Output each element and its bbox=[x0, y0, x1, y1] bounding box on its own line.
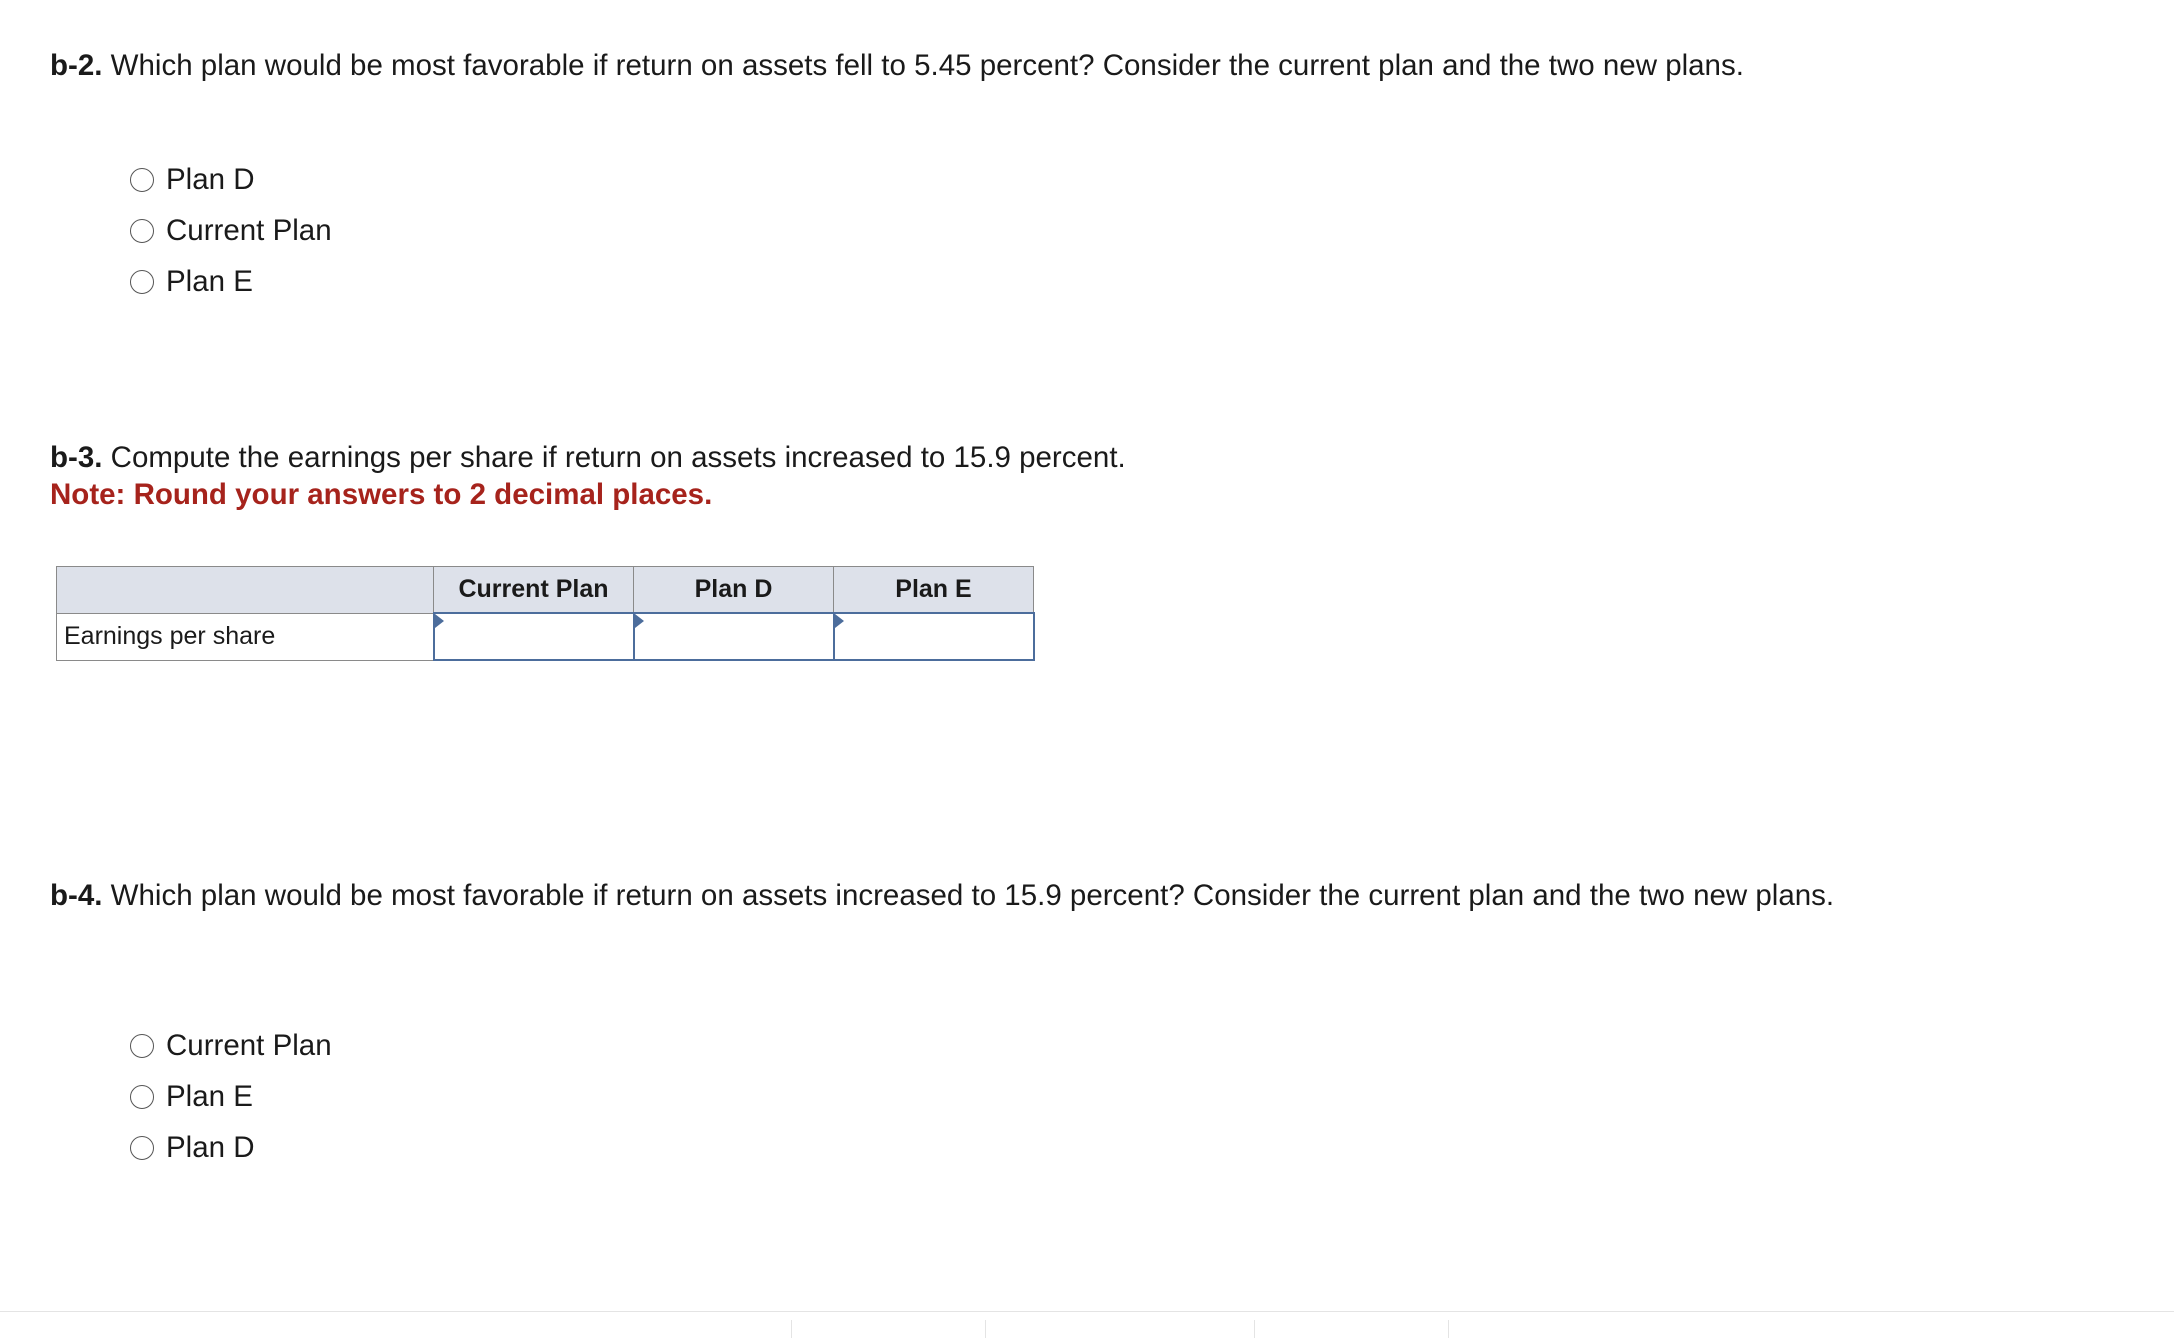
eps-input-plan-e[interactable] bbox=[835, 616, 1033, 657]
option-plan-e[interactable] bbox=[130, 1071, 332, 1122]
question-text: Which plan would be most favorable if return on assets fell to 5.45 percent? Consider the current plan and the two new plans. bbox=[102, 49, 1744, 82]
question-b4 bbox=[50, 877, 1900, 914]
cell-flag-icon bbox=[435, 614, 444, 628]
column-header-plan-e: Plan E bbox=[834, 567, 1034, 614]
radio-button[interactable] bbox=[130, 270, 154, 294]
radio-button[interactable] bbox=[130, 219, 154, 243]
answer-options-b4 bbox=[130, 1020, 332, 1173]
question-text: Compute the earnings per share if return on assets increased to 15.9 percent. bbox=[102, 441, 1126, 474]
divider bbox=[1448, 1320, 1449, 1338]
divider bbox=[0, 1311, 2174, 1312]
table-row bbox=[57, 613, 1034, 660]
option-label: Plan E bbox=[166, 1079, 253, 1113]
option-plan-e[interactable] bbox=[130, 256, 332, 307]
option-plan-d[interactable] bbox=[130, 1122, 332, 1173]
divider bbox=[985, 1320, 986, 1338]
table-header-row bbox=[57, 567, 1034, 614]
question-number: b-4. bbox=[50, 879, 103, 912]
option-label: Plan D bbox=[166, 162, 255, 196]
rounding-note: Note: Round your answers to 2 decimal places. bbox=[50, 478, 713, 511]
eps-cell-plan-d[interactable] bbox=[634, 613, 834, 660]
option-label: Plan D bbox=[166, 1130, 255, 1164]
eps-cell-current-plan[interactable] bbox=[434, 613, 634, 660]
option-label: Current Plan bbox=[166, 213, 332, 247]
option-label: Current Plan bbox=[166, 1028, 332, 1062]
eps-input-plan-d[interactable] bbox=[635, 616, 833, 657]
radio-button[interactable] bbox=[130, 1136, 154, 1160]
divider bbox=[791, 1320, 792, 1338]
option-current-plan[interactable] bbox=[130, 205, 332, 256]
column-header-plan-d: Plan D bbox=[634, 567, 834, 614]
cell-flag-icon bbox=[835, 614, 844, 628]
question-b3 bbox=[50, 439, 1950, 513]
eps-input-current-plan[interactable] bbox=[435, 616, 633, 657]
question-text: Which plan would be most favorable if return on assets increased to 15.9 percent? Consider the current plan and the two new plans. bbox=[102, 879, 1835, 912]
radio-button[interactable] bbox=[130, 1034, 154, 1058]
option-label: Plan E bbox=[166, 264, 253, 298]
eps-cell-plan-e[interactable] bbox=[834, 613, 1034, 660]
divider bbox=[1254, 1320, 1255, 1338]
question-number: b-3. bbox=[50, 441, 103, 474]
option-plan-d[interactable] bbox=[130, 154, 332, 205]
row-label-eps: Earnings per share bbox=[57, 613, 434, 660]
eps-table bbox=[56, 566, 1035, 661]
cell-flag-icon bbox=[635, 614, 644, 628]
option-current-plan[interactable] bbox=[130, 1020, 332, 1071]
column-header-current-plan: Current Plan bbox=[434, 567, 634, 614]
radio-button[interactable] bbox=[130, 1085, 154, 1109]
question-b2 bbox=[50, 47, 1950, 84]
question-number: b-2. bbox=[50, 49, 103, 82]
answer-options-b2 bbox=[130, 154, 332, 307]
radio-button[interactable] bbox=[130, 168, 154, 192]
table-corner bbox=[57, 567, 434, 614]
